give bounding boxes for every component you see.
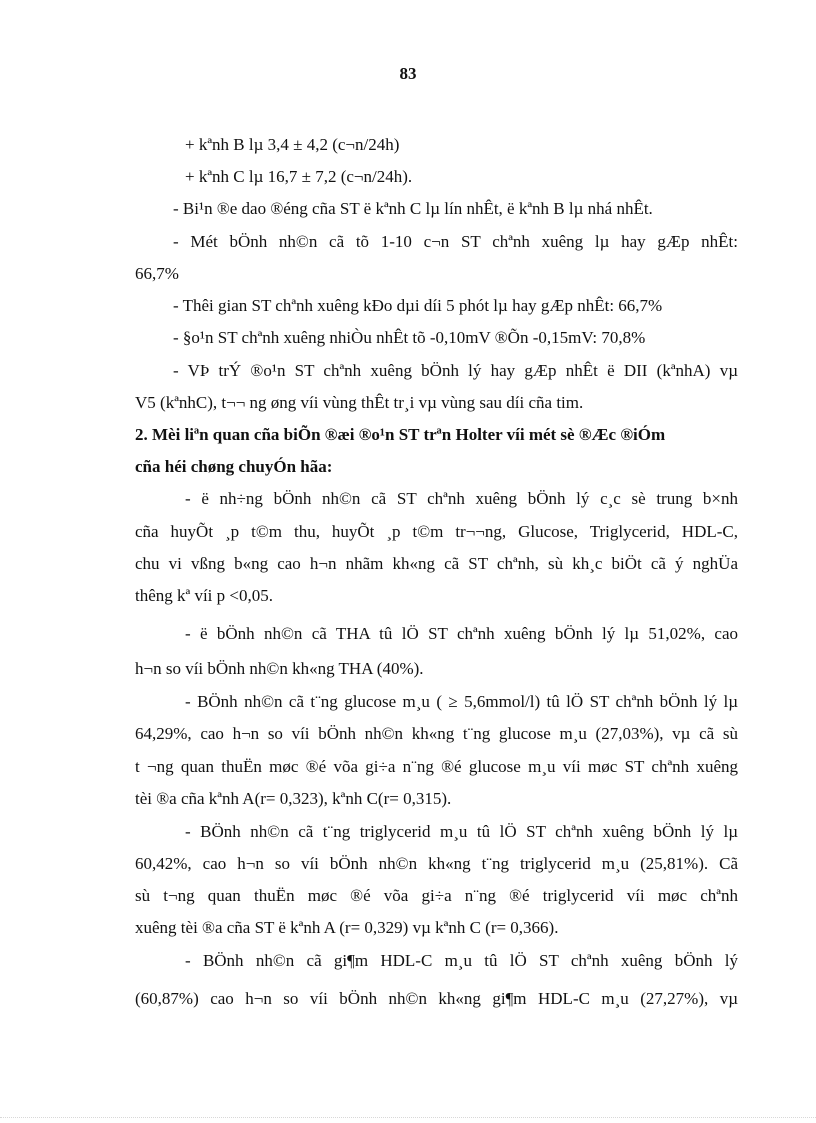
text-line: V5 (kªnhC), t¬¬ ng øng víi vùng thÊt tr¸i vµ vùng sau díi cña tim. (135, 393, 584, 412)
text-line: + kªnh B lµ 3,4 ± 4,2 (c¬n/24h) (185, 135, 400, 154)
text-line: - VÞ trÝ ®o¹n ST chªnh xuêng bÖnh lý hay gÆp nhÊt ë DII (kªnhA) vµ (173, 361, 738, 380)
page-number: 83 (399, 64, 417, 83)
text-line: (60,87%) cao h¬n so víi bÖnh nh©n kh«ng gi¶m HDL-C m¸u (27,27%), vµ (135, 989, 738, 1008)
text-line: - ë nh÷ng bÖnh nh©n cã ST chªnh xuêng bÖnh lý c¸c sè trung b×nh (185, 489, 738, 508)
text-line: chu vi vßng b«ng cao h¬n nhãm kh«ng cã ST chªnh, sù kh¸c biÖt cã ý nghÜa (135, 554, 738, 573)
section-heading: cña héi chøng chuyÓn hãa: (135, 457, 333, 476)
text-line: 66,7% (135, 264, 179, 283)
text-line: xuêng tèi ®a cña ST ë kªnh A (r= 0,329) vµ kªnh C (r= 0,366). (135, 918, 559, 937)
text-line: - ë bÖnh nh©n cã THA tû lÖ ST chªnh xuêng bÖnh lý lµ 51,02%, cao (185, 624, 738, 643)
text-line: thêng kª víi p <0,05. (135, 586, 273, 605)
text-line: - BÖnh nh©n cã t¨ng triglycerid m¸u tû lÖ ST chªnh xuêng bÖnh lý lµ (185, 822, 738, 841)
text-line: + kªnh C lµ 16,7 ± 7,2 (c¬n/24h). (185, 167, 413, 186)
text-line: t ¬ng quan thuËn møc ®é võa gi÷a n¨ng ®é glucose m¸u víi møc ST chªnh xuêng (135, 757, 738, 776)
text-line: cña huyÕt ¸p t©m thu, huyÕt ¸p t©m tr¬¬ng, Glucose, Triglycerid, HDL-C, (135, 522, 738, 541)
section-heading: 2. Mèi liªn quan cña biÕn ®æi ®o¹n ST trªn Holter víi mét sè ®Æc ®iÓm (135, 425, 666, 444)
text-line: - Thêi gian ST chªnh xuêng kÐo dµi díi 5 phót lµ hay gÆp nhÊt: 66,7% (173, 296, 663, 315)
text-line: sù t¬ng quan thuËn møc ®é võa gi÷a n¨ng ®é triglycerid víi møc chªnh (135, 886, 738, 905)
text-line: - §o¹n ST chªnh xuêng nhiÒu nhÊt tõ -0,10mV ®Õn -0,15mV: 70,8% (173, 328, 646, 347)
text-line: - Bi¹n ®e dao ®éng cña ST ë kªnh C lµ lín nhÊt, ë kªnh B lµ nhá nhÊt. (173, 199, 653, 218)
text-line: - BÖnh nh©n cã gi¶m HDL-C m¸u tû lÖ ST chªnh xuêng bÖnh lý (185, 951, 738, 970)
text-line: h¬n so víi bÖnh nh©n kh«ng THA (40%). (135, 659, 424, 678)
text-line: - BÖnh nh©n cã t¨ng glucose m¸u ( ≥ 5,6mmol/l) tû lÖ ST chªnh bÖnh lý lµ (185, 692, 738, 711)
text-line: 60,42%, cao h¬n so víi bÖnh nh©n kh«ng t¨ng triglycerid m¸u (25,81%). Cã (135, 854, 738, 873)
text-line: - Mét bÖnh nh©n cã tõ 1-10 c¬n ST chªnh xuêng lµ hay gÆp nhÊt: (173, 232, 738, 251)
text-line: tèi ®a cña kªnh A(r= 0,323), kªnh C(r= 0,315). (135, 789, 452, 808)
text-line: 64,29%, cao h¬n so víi bÖnh nh©n kh«ng t¨ng glucose m¸u (27,03%), vµ cã sù (135, 724, 738, 743)
footer-divider (0, 1117, 816, 1118)
